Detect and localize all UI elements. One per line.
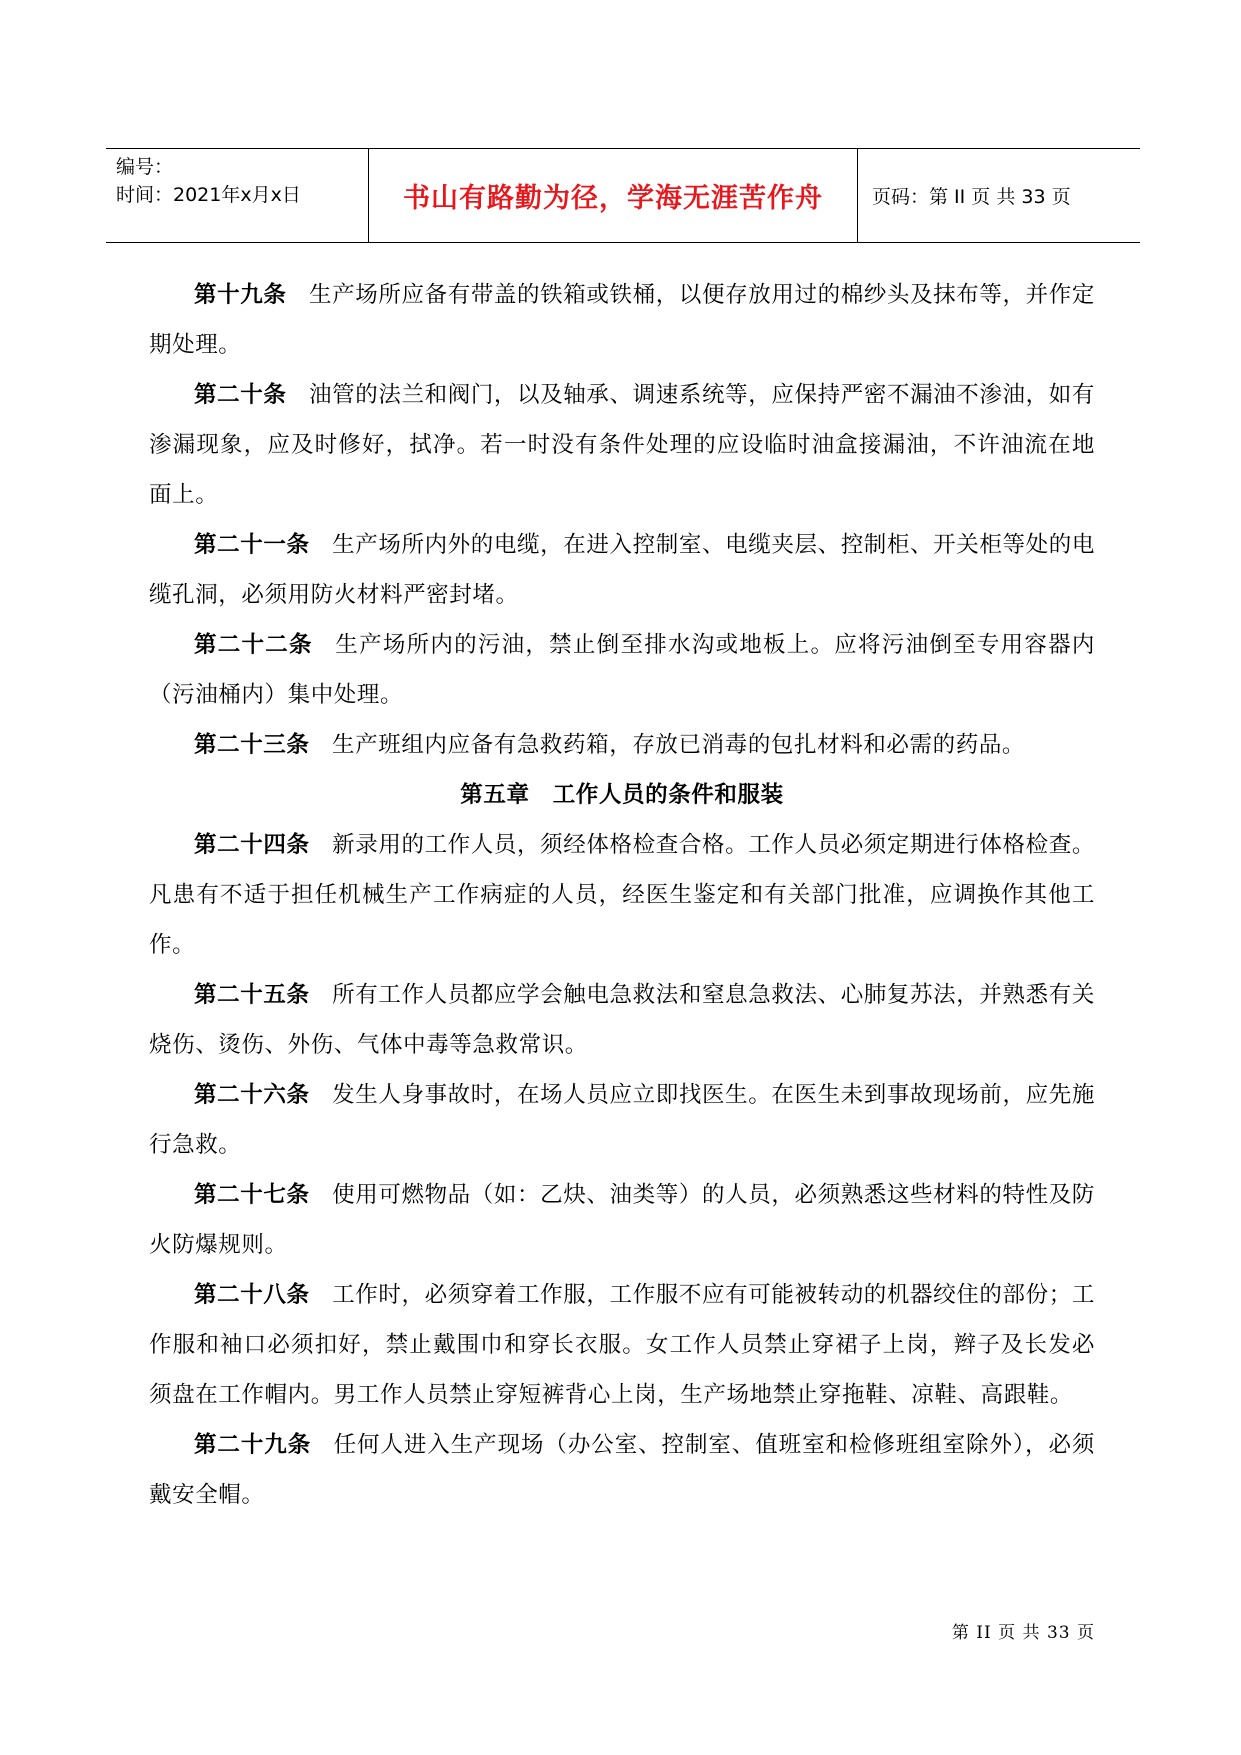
article-26: 第二十六条 发生人身事故时，在场人员应立即找医生。在医生未到事故现场前，应先施行急救。 (149, 1082, 1095, 1158)
date-label: 时间：2021年x月x日 (116, 184, 301, 206)
header-meta-cell (106, 149, 369, 242)
article-21: 第二十一条 生产场所内外的电缆，在进入控制室、电缆夹层、控制柜、开关柜等处的电缆孔洞，必须用防火材料严密封堵。 (149, 532, 1095, 608)
header-slogan: 书山有路勤为径，学海无涯苦作舟 (369, 149, 858, 242)
article-27: 第二十七条 使用可燃物品（如：乙炔、油类等）的人员，必须熟悉这些材料的特性及防火防爆规则。 (149, 1182, 1095, 1258)
document-body (149, 270, 1095, 1520)
article-25: 第二十五条 所有工作人员都应学会触电急救法和窒息急救法、心肺复苏法，并熟悉有关烧伤、烫伤、外伤、气体中毒等急救常识。 (149, 982, 1095, 1058)
article-19: 第十九条 生产场所应备有带盖的铁箱或铁桶，以便存放用过的棉纱头及抹布等，并作定期处理。 (149, 282, 1095, 358)
header-page-label: 页码：第 II 页 共 33 页 (872, 186, 1071, 208)
article-28: 第二十八条 工作时，必须穿着工作服，工作服不应有可能被转动的机器绞住的部份；工作服和袖口必须扣好，禁止戴围巾和穿长衣服。女工作人员禁止穿裙子上岗，辫子及长发必须盘在工作帽内。男工作人员禁止穿短裤背心上岗，生产场地禁止穿拖鞋、凉鞋、高跟鞋。 (149, 1282, 1095, 1408)
article-29: 第二十九条 任何人进入生产现场（办公室、控制室、值班室和检修班组室除外），必须戴安全帽。 (149, 1432, 1095, 1508)
article-22: 第二十二条 生产场所内的污油，禁止倒至排水沟或地板上。应将污油倒至专用容器内（污油桶内）集中处理。 (149, 632, 1095, 708)
serial-label: 编号： (116, 156, 174, 178)
article-23: 第二十三条 生产班组内应备有急救药箱，存放已消毒的包扎材料和必需的药品。 (194, 732, 1026, 758)
page-footer: 第 II 页 共 33 页 (951, 1623, 1095, 1643)
chapter-title: 第五章 工作人员的条件和服装 (460, 782, 784, 808)
article-24: 第二十四条 新录用的工作人员，须经体格检查合格。工作人员必须定期进行体格检查。凡患有不适于担任机械生产工作病症的人员，经医生鉴定和有关部门批准，应调换作其他工作。 (149, 832, 1095, 958)
article-20: 第二十条 油管的法兰和阀门，以及轴承、调速系统等，应保持严密不漏油不渗油，如有渗漏现象，应及时修好，拭净。若一时没有条件处理的应设临时油盒接漏油，不许油流在地面上。 (149, 382, 1095, 508)
page-header (106, 148, 1140, 243)
